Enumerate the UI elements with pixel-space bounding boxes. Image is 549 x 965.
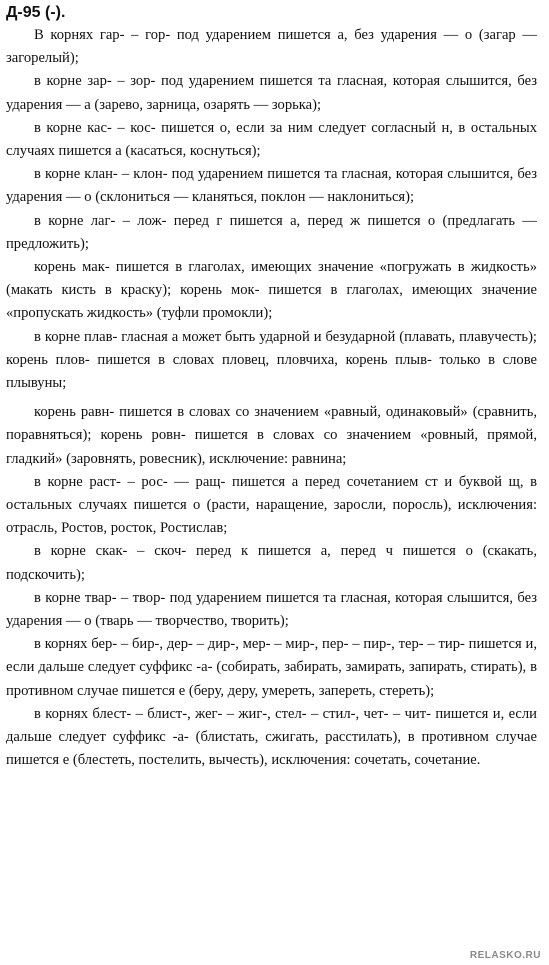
rule-paragraph: в корне зар- – зор- под ударением пишется та гласная, которая слышится, без ударения — а (зарево, зарница, озарять — зорька);: [6, 73, 537, 113]
rule-paragraph: в корне скак- – скоч- перед к пишется а, перед ч пишется о (скакать, подскочить);: [6, 543, 537, 583]
rule-paragraph: В корнях гар- – гор- под ударением пишется а, без ударения — о (загар — загорелый);: [6, 27, 537, 67]
rule-paragraph: в корне клан- – клон- под ударением пишется та гласная, которая слышится, без ударения — о (склониться — кланяться, поклон — наклониться);: [6, 166, 537, 206]
rule-paragraph: в корнях блест- – блист-, жег- – жиг-, стел- – стил-, чет- – чит- пишется и, если дальше следует суффикс -а- (блистать, сжигать, расстилать), в противном случае пишется е (блестеть, постелить, вычесть), исключения: сочетать, сочетание.: [6, 705, 537, 769]
rule-paragraph: в корне кас- – кос- пишется о, если за ним следует согласный н, в остальных случаях пишется а (касаться, коснуться);: [6, 119, 537, 160]
rule-paragraph: в корне лаг- – лож- перед г пишется а, перед ж пишется о (предлагать — предложить);: [6, 212, 537, 252]
rule-paragraph: в корнях бер- – бир-, дер- – дир-, мер- – мир-, пер- – пир-, тер- – тир- пишется и, если дальше следует суффикс -а- (собирать, забирать, замирать, запирать, стирать), в противном случае пишется е (беру, деру, умереть, запереть, стереть);: [6, 636, 537, 699]
rule-paragraph: в корне твар- – твор- под ударением пишется та гласная, которая слышится, без ударения — о (тварь — творчество, творить);: [6, 589, 537, 630]
rule-paragraph: корень равн- пишется в словах со значением «равный, одинаковый» (сравнить, поравняться); корень ровн- пишется в словах со значением «ровный, прямой, гладкий» (заровнять, ровесник), исключение: равнина;: [6, 404, 537, 467]
exercise-heading: Д-95 (-).: [6, 4, 66, 21]
rule-paragraph: корень мак- пишется в глаголах, имеющих значение «погружать в жидкость» (макать кисть в краску); корень мок- пишется в глаголах, имеющих значение «пропускать жидкость» (туфли промокли);: [6, 259, 537, 322]
rule-paragraph: в корне плав- гласная а может быть ударной и безударной (плавать, плавучесть); корень плов- пишется в словах пловец, пловчиха, корень плыв- только в слове плывуны;: [6, 328, 537, 392]
rule-paragraph: в корне раст- – рос- — ращ- пишется а перед сочетанием ст и буквой щ, в остальных случаях пишется о (расти, наращение, заросли, поросль), исключения: отрасль, Ростов, росток, Ростислав;: [6, 473, 537, 537]
site-watermark: RELASKO.RU: [469, 950, 541, 961]
